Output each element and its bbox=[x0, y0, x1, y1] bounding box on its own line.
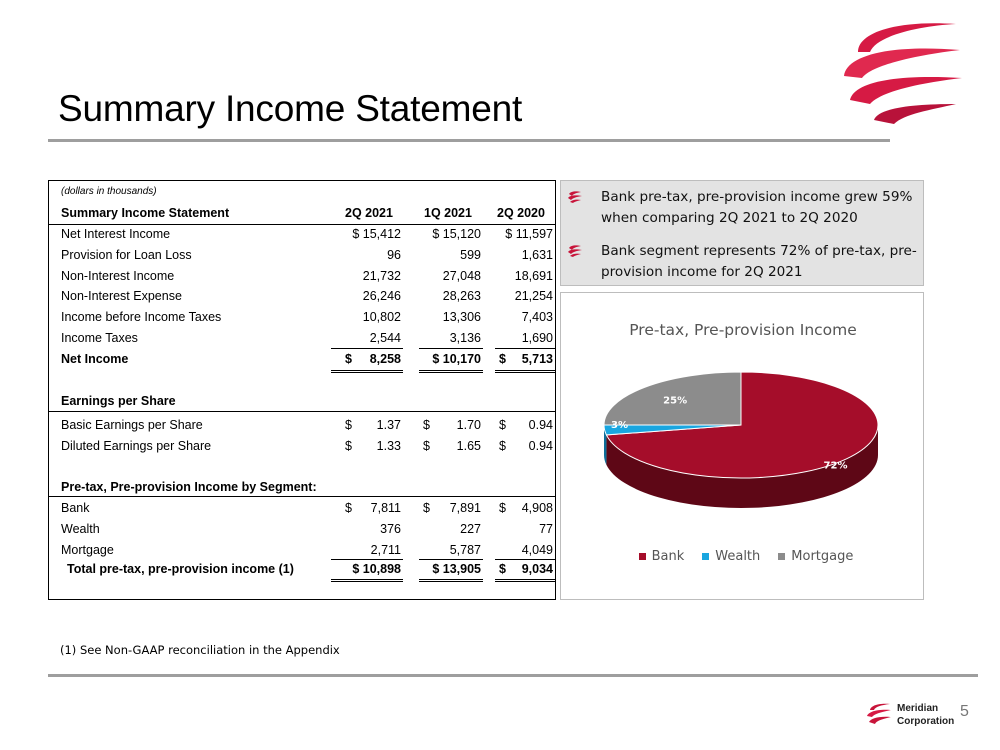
table-row: Basic Earnings per Share $ 1.37 $ 1.70 $ 0.94 bbox=[61, 418, 553, 432]
double-rule bbox=[331, 372, 403, 373]
legend-swatch bbox=[702, 553, 709, 560]
double-rule bbox=[495, 372, 555, 373]
table-note: (dollars in thousands) bbox=[61, 186, 157, 197]
legend-swatch bbox=[639, 553, 646, 560]
footnote: (1) See Non-GAAP reconciliation in the Appendix bbox=[60, 643, 340, 657]
net-income-row: Net Income $ 8,258 $ 10,170 $ 5,713 bbox=[61, 352, 553, 366]
double-rule bbox=[419, 370, 483, 371]
brand-name: Meridian Corporation bbox=[897, 703, 955, 727]
page-number: 5 bbox=[960, 703, 969, 720]
double-rule bbox=[331, 579, 403, 580]
double-rule bbox=[495, 370, 555, 371]
meridian-logo bbox=[838, 12, 968, 127]
double-rule bbox=[419, 372, 483, 373]
double-rule bbox=[419, 579, 483, 580]
double-rule bbox=[495, 579, 555, 580]
table-row: Provision for Loan Loss 96 599 1,631 bbox=[61, 247, 553, 262]
legend-item-wealth: Wealth bbox=[696, 549, 760, 564]
title-divider bbox=[48, 139, 890, 142]
swoosh-bullet-icon bbox=[567, 190, 583, 204]
pie-label-mortgage: 25% bbox=[663, 395, 688, 407]
legend-swatch bbox=[778, 553, 785, 560]
bullet-text: Bank pre-tax, pre-provision income grew 59% when comparing 2Q 2021 to 2Q 2020 bbox=[601, 189, 913, 226]
commentary-box bbox=[560, 180, 924, 286]
segment-heading: Pre-tax, Pre-provision Income by Segment: bbox=[61, 480, 317, 494]
table-header: Summary Income Statement 2Q 2021 1Q 2021 2Q 2020 bbox=[61, 206, 545, 220]
table-row: Mortgage 2,711 5,787 4,049 bbox=[61, 542, 553, 557]
meridian-logo-small bbox=[866, 701, 892, 727]
page-title: Summary Income Statement bbox=[58, 88, 523, 129]
table-row: Non-Interest Income 21,732 27,048 18,691 bbox=[61, 268, 553, 283]
table-row: Bank $ 7,811 $ 7,891 $ 4,908 bbox=[61, 501, 553, 515]
legend-item-mortgage: Mortgage bbox=[772, 549, 853, 564]
legend-item-bank: Bank bbox=[633, 549, 685, 564]
double-rule bbox=[331, 581, 403, 582]
table-row: Diluted Earnings per Share $ 1.33 $ 1.65 $ 0.94 bbox=[61, 438, 553, 453]
pie-label-wealth: 3% bbox=[611, 420, 628, 431]
double-rule bbox=[331, 370, 403, 371]
segment-rule bbox=[49, 496, 555, 497]
bullet-text: Bank segment represents 72% of pre-tax, pre-provision income for 2Q 2021 bbox=[601, 243, 917, 280]
swoosh-bullet-icon bbox=[567, 244, 583, 258]
table-row: Income before Income Taxes 10,802 13,306 7,403 bbox=[61, 310, 553, 325]
pie-label-bank: 72% bbox=[823, 460, 848, 472]
eps-heading: Earnings per Share bbox=[61, 394, 176, 408]
double-rule bbox=[495, 581, 555, 582]
eps-rule bbox=[49, 411, 555, 412]
chart-title: Pre-tax, Pre-provision Income bbox=[629, 321, 857, 339]
pie-chart-panel bbox=[560, 292, 924, 600]
total-row: Total pre-tax, pre-provision income (1) $ 10,898 $ 13,905 $ 9,034 bbox=[67, 562, 553, 576]
chart-legend bbox=[561, 549, 925, 564]
footer-divider bbox=[48, 674, 978, 677]
table-row: Income Taxes 2,544 3,136 1,690 bbox=[61, 331, 553, 345]
table-row: Net Interest Income $ 15,412 $ 15,120 $ 11,597 bbox=[61, 227, 553, 241]
double-rule bbox=[419, 581, 483, 582]
income-statement-table bbox=[48, 180, 556, 600]
table-row: Wealth 376 227 77 bbox=[61, 521, 553, 536]
table-row: Non-Interest Expense 26,246 28,263 21,254 bbox=[61, 289, 553, 304]
